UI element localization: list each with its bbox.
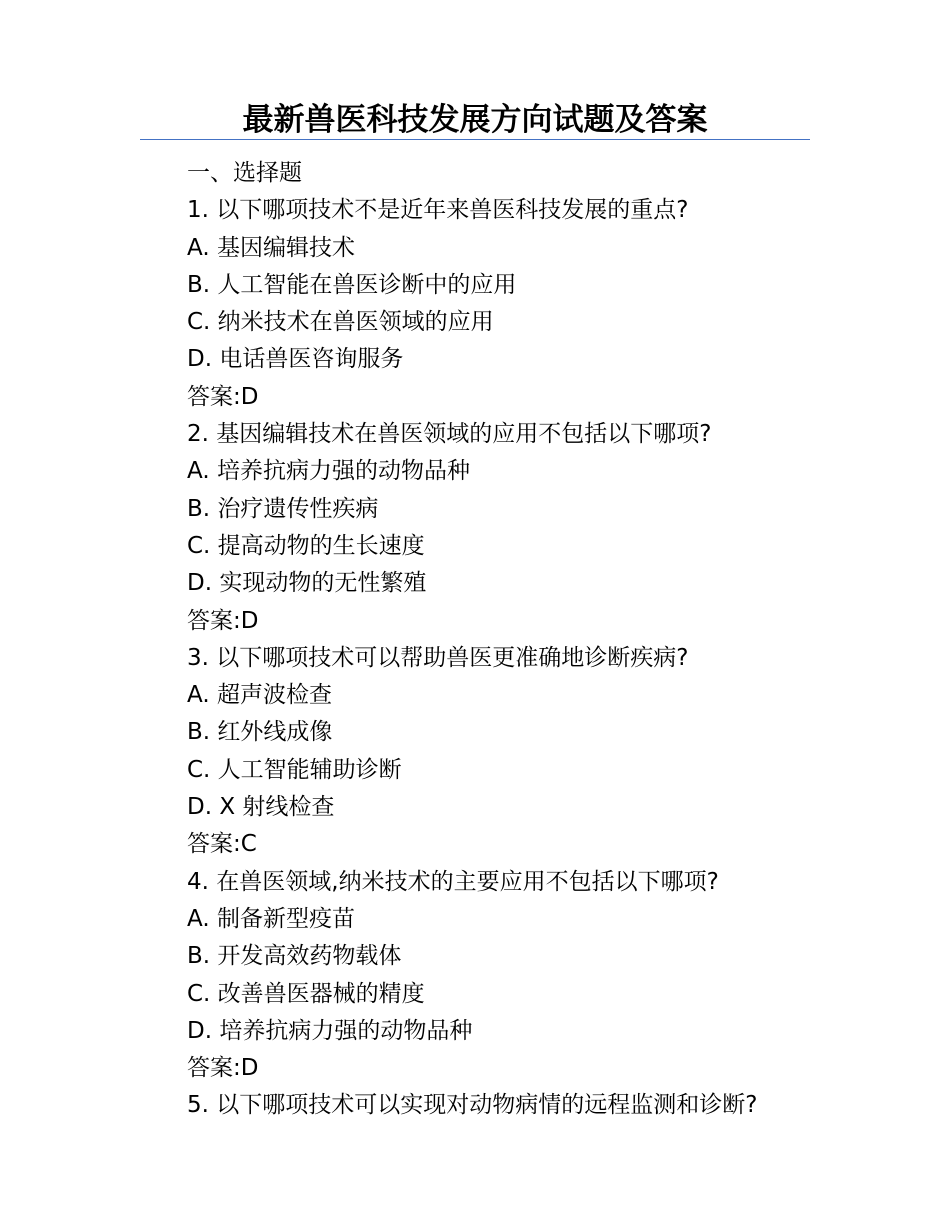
question-2-option-b: B. 治疗遗传性疾病 xyxy=(187,495,379,522)
question-1-answer: 答案:D xyxy=(187,383,259,410)
question-1-option-b: B. 人工智能在兽医诊断中的应用 xyxy=(187,271,517,298)
question-1: 1. 以下哪项技术不是近年来兽医科技发展的重点? xyxy=(187,197,689,224)
section-heading: 一、选择题 xyxy=(187,160,302,186)
question-4-option-c: C. 改善兽医器械的精度 xyxy=(187,980,425,1007)
question-2: 2. 基因编辑技术在兽医领域的应用不包括以下哪项? xyxy=(187,421,712,448)
question-2-option-d: D. 实现动物的无性繁殖 xyxy=(187,570,427,597)
question-4-answer: 答案:D xyxy=(187,1055,259,1082)
question-1-option-c: C. 纳米技术在兽医领域的应用 xyxy=(187,309,494,336)
question-3-option-b: B. 红外线成像 xyxy=(187,719,333,746)
question-4-option-d: D. 培养抗病力强的动物品种 xyxy=(187,1017,473,1044)
question-2-answer: 答案:D xyxy=(187,607,259,634)
question-1-option-a: A. 基因编辑技术 xyxy=(187,234,355,261)
question-3: 3. 以下哪项技术可以帮助兽医更准确地诊断疾病? xyxy=(187,644,689,671)
question-2-option-c: C. 提高动物的生长速度 xyxy=(187,532,425,559)
question-4-option-b: B. 开发高效药物载体 xyxy=(187,943,402,970)
question-2-option-a: A. 培养抗病力强的动物品种 xyxy=(187,458,470,485)
question-3-option-a: A. 超声波检查 xyxy=(187,682,332,709)
question-5: 5. 以下哪项技术可以实现对动物病情的远程监测和诊断? xyxy=(187,1092,758,1119)
title-underline xyxy=(140,139,810,140)
question-4-option-a: A. 制备新型疫苗 xyxy=(187,905,355,932)
question-4: 4. 在兽医领域,纳米技术的主要应用不包括以下哪项? xyxy=(187,868,719,895)
document-title: 最新兽医科技发展方向试题及答案 xyxy=(242,102,708,138)
question-3-option-c: C. 人工智能辅助诊断 xyxy=(187,756,402,783)
document-body xyxy=(187,155,827,1125)
question-3-option-d: D. X 射线检查 xyxy=(187,794,335,821)
question-1-option-d: D. 电话兽医咨询服务 xyxy=(187,346,404,373)
question-3-answer: 答案:C xyxy=(187,831,257,858)
